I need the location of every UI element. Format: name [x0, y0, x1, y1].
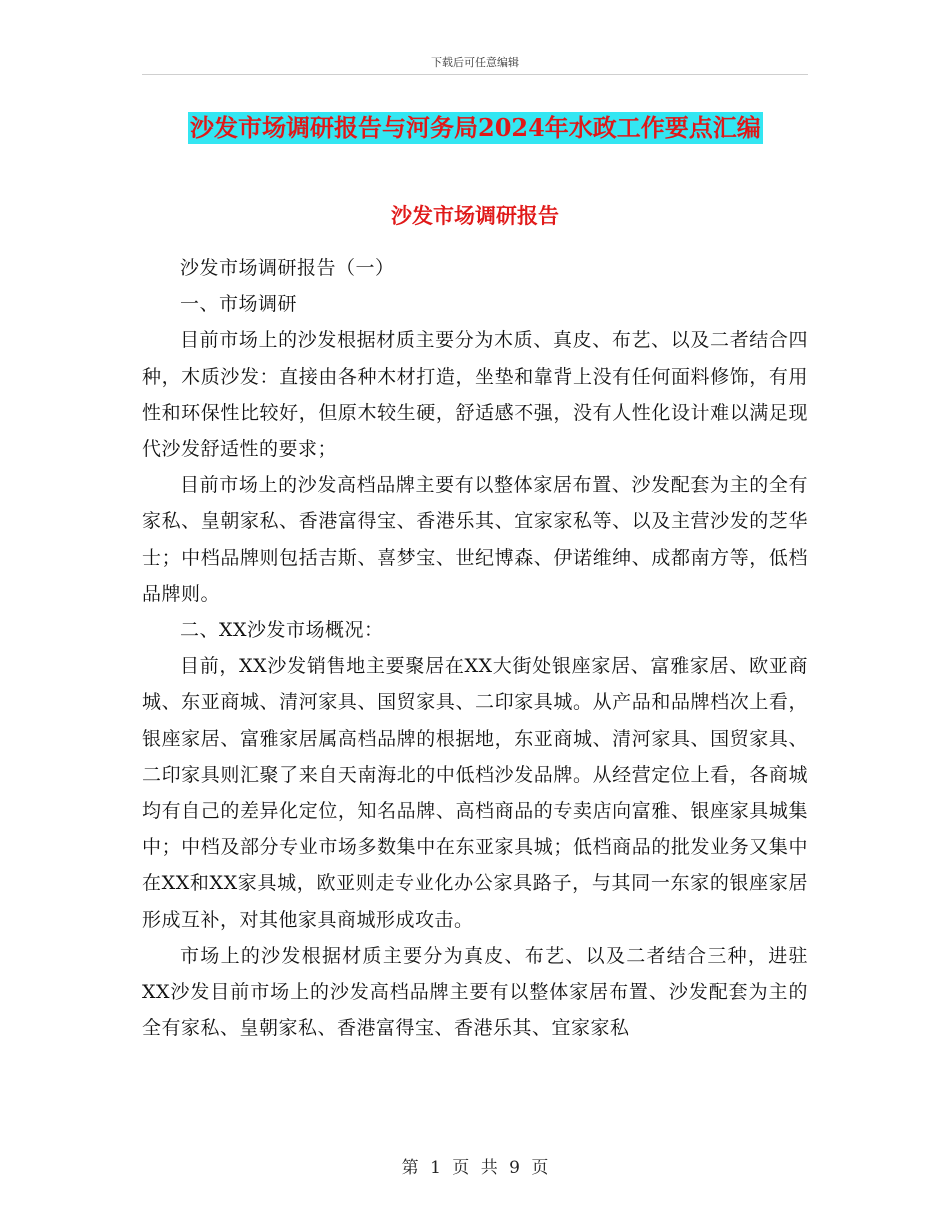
body-paragraph: 目前，XX沙发销售地主要聚居在XX大街处银座家居、富雅家居、欧亚商城、东亚商城、清河家具、国贸家具、二印家具城。从产品和品牌档次上看，银座家居、富雅家居属高档品牌的根据地，东亚商城、清河家具、国贸家具、二印家具则汇聚了来自天南海北的中低档沙发品牌。从经营定位上看，各商城均有自己的差异化定位，知名品牌、高档商品的专卖店向富雅、银座家具城集中；中档及部分专业市场多数集中在东亚家具城；低档商品的批发业务又集中在XX和XX家具城，欧亚则走专业化办公家具路子，与其同一东家的银座家居形成互补，对其他家具商城形成攻击。: [142, 655, 808, 931]
subsection-heading: 沙发市场调研报告（一）: [180, 257, 395, 279]
section-title: 沙发市场调研报告: [391, 203, 559, 228]
body-paragraph: 目前市场上的沙发根据材质主要分为木质、真皮、布艺、以及二者结合四种，木质沙发：直接由各种木材打造，坐垫和靠背上没有任何面料修饰，有用性和环保性比较好，但原木较生硬，舒适感不强，没有人性化设计难以满足现代沙发舒适性的要求；: [142, 329, 808, 461]
header-divider: [142, 74, 808, 75]
subsection-heading: 二、XX沙发市场概况：: [180, 619, 384, 642]
document-title: 沙发市场调研报告与河务局2024年水政工作要点汇编: [190, 113, 761, 142]
body-paragraph: 市场上的沙发根据材质主要分为真皮、布艺、以及二者结合三种，进驻XX沙发目前市场上的沙发高档品牌主要有以整体家居布置、沙发配套为主的全有家私、皇朝家私、香港富得宝、香港乐其、宜家家私: [142, 944, 808, 1040]
header-note: 下载后可任意编辑: [431, 56, 519, 69]
body-paragraph: 目前市场上的沙发高档品牌主要有以整体家居布置、沙发配套为主的全有家私、皇朝家私、香港富得宝、香港乐其、宜家家私等、以及主营沙发的芝华士；中档品牌则包括吉斯、喜梦宝、世纪博森、伊诺维绅、成都南方等，低档品牌则。: [142, 474, 808, 605]
subsection-heading: 一、市场调研: [180, 293, 298, 316]
document-body: [142, 250, 808, 1046]
page-number: 第 1 页 共 9 页: [401, 1158, 549, 1178]
